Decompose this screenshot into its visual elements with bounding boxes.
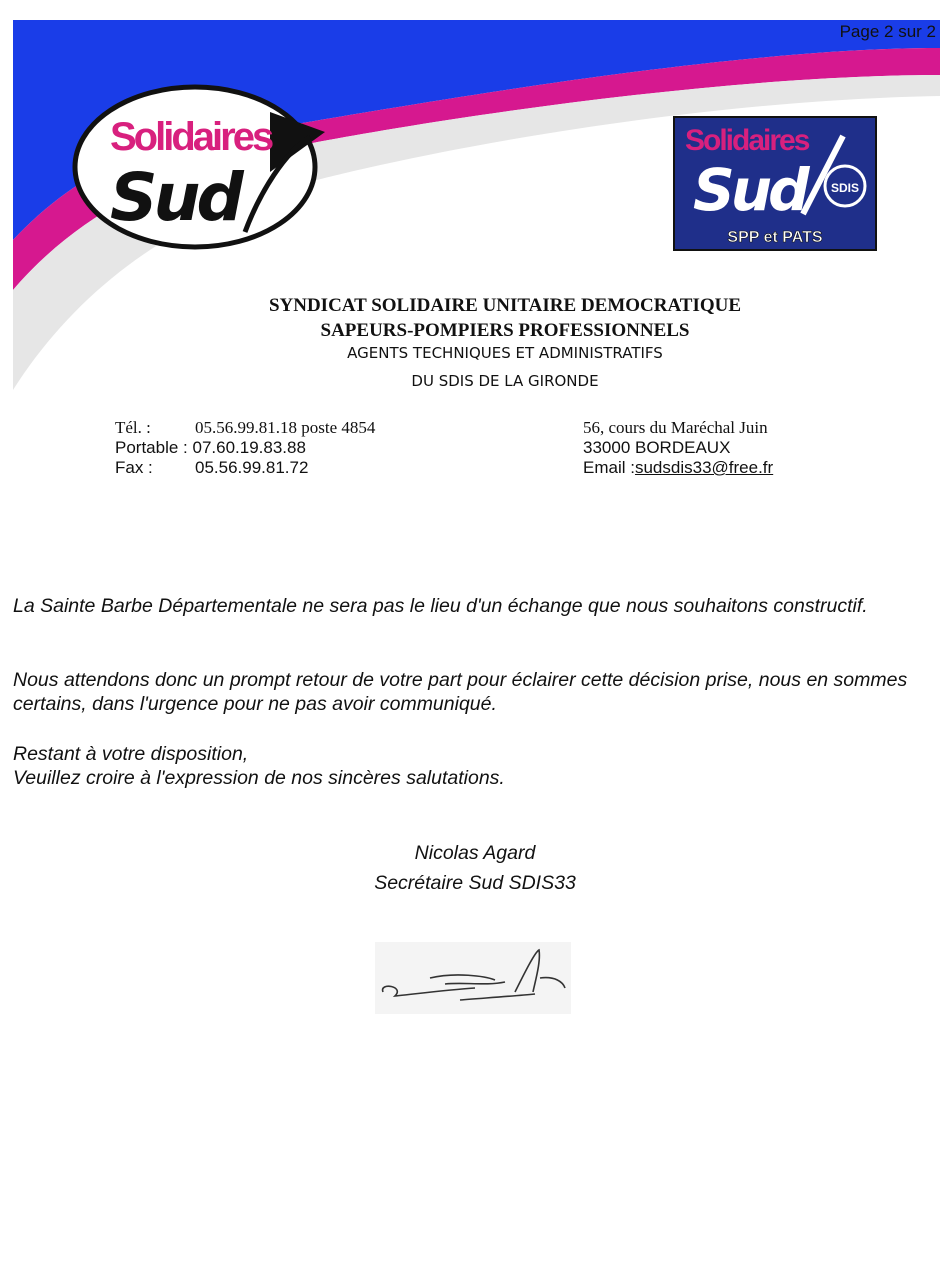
closing-line-2: Veuillez croire à l'expression de nos sincères salutations. xyxy=(13,767,505,789)
letterhead-line-1: SYNDICAT SOLIDAIRE UNITAIRE DEMOCRATIQUE xyxy=(268,295,742,316)
tel-value: 05.56.99.81.18 poste 4854 xyxy=(195,418,376,437)
closing-line-1: Restant à votre disposition, xyxy=(13,743,249,765)
signatory-name: Nicolas Agard xyxy=(414,842,536,864)
letterhead-line-2: SAPEURS-POMPIERS PROFESSIONNELS xyxy=(320,320,690,341)
tel-row xyxy=(115,418,375,438)
logo-left-bottom-word: Sud xyxy=(110,159,240,236)
email-link[interactable]: sudsdis33@free.fr xyxy=(634,458,774,477)
fax-value: 05.56.99.81.72 xyxy=(195,458,309,477)
address-line-2: 33000 BORDEAUX xyxy=(583,438,731,457)
signatory-block xyxy=(300,838,650,898)
email-row xyxy=(583,458,773,478)
signatory-title: Secrétaire Sud SDIS33 xyxy=(374,872,576,894)
logo-right-badge: SDIS xyxy=(831,181,860,195)
letterhead-line-3: AGENTS TECHNIQUES ET ADMINISTRATIFS xyxy=(347,344,663,362)
paragraph-1: La Sainte Barbe Départementale ne sera pas le lieu d'un échange que nous souhaitons constructif. xyxy=(13,595,868,617)
logo-right-footer: SPP et PATS xyxy=(727,229,823,246)
paragraph-2: Nous attendons donc un prompt retour de votre part pour éclairer cette décision prise, nous en sommes certains, dans l'urgence pour ne pas avoir communiqué. xyxy=(13,669,908,715)
handwritten-signature xyxy=(375,942,571,1014)
logo-right-bottom-word: Sud xyxy=(693,156,806,224)
letterhead-line-4: DU SDIS DE LA GIRONDE xyxy=(411,372,599,390)
sud-sdis-logo-right xyxy=(673,116,877,251)
mobile-label: Portable : xyxy=(115,438,188,457)
logo-left-top-word: Solidaires xyxy=(110,115,272,159)
email-label: Email : xyxy=(583,458,635,477)
tel-label: Tél. : xyxy=(115,418,151,437)
fax-row xyxy=(115,458,375,478)
mobile-value: 07.60.19.83.88 xyxy=(192,438,306,457)
closing xyxy=(13,742,933,790)
page-number: Page 2 sur 2 xyxy=(839,22,936,41)
logo-right-top-word: Solidaires xyxy=(685,124,809,157)
address-line-1: 56, cours du Maréchal Juin xyxy=(583,418,768,437)
solidaires-sud-logo-left xyxy=(70,72,330,252)
contact-phones xyxy=(115,418,375,478)
contact-address xyxy=(583,418,773,478)
mobile-row xyxy=(115,438,375,458)
fax-label: Fax : xyxy=(115,458,153,477)
